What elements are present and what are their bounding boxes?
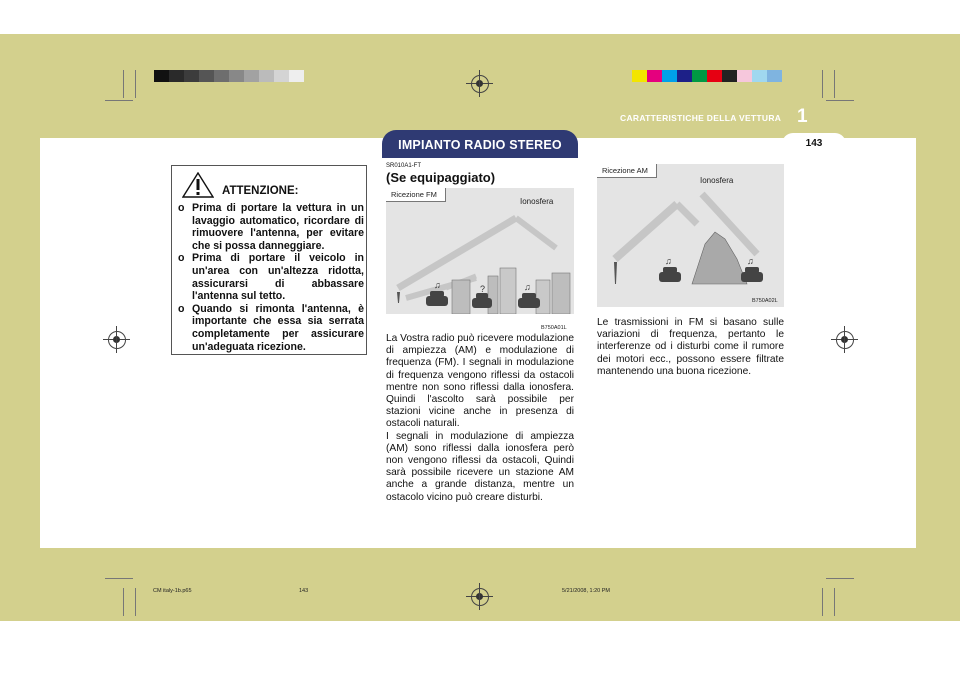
am-reception-figure — [597, 164, 784, 307]
registration-mark-icon — [471, 75, 489, 93]
middle-body-text: La Vostra radio può ricevere modulazione di ampiezza (AM) e modulazione di frequenza (FM). I segnali in modulazione di frequenza vengono riflessi da ostacoli mentre non sono riflessi dalla ionosfera. Quindi l'ascolto sarà possibile per stazioni vicine anche in presenza di ostacoli naturali. I segnali in modulazione di ampiezza (AM) sono riflessi dalla ionosfera però non vengono riflessi da ostacoli, Quindi sarà possibile ricevere un stazione AM anche a grande distanza, mentre un ostacolo vicino può creare disturbi. — [386, 333, 575, 503]
chapter-title: CARATTERISTICHE DELLA VETTURA — [620, 113, 782, 123]
crop-mark — [822, 70, 823, 98]
page-background-left — [0, 34, 40, 621]
grayscale-calibration-bar — [154, 70, 304, 82]
page-background-bottom — [0, 548, 960, 621]
fm-figure-code: B750A01L — [541, 325, 567, 331]
calibration-swatch — [199, 70, 214, 82]
warning-box — [171, 165, 367, 355]
footer-filename: CM italy-1b.p65 — [153, 588, 192, 594]
calibration-swatch — [229, 70, 244, 82]
svg-text:♫: ♫ — [524, 282, 531, 292]
am-diagram — [597, 164, 784, 307]
calibration-swatch — [752, 70, 767, 82]
footer-page: 143 — [299, 588, 309, 594]
crop-mark — [135, 588, 136, 616]
crop-mark — [826, 578, 854, 579]
calibration-swatch — [259, 70, 274, 82]
crop-mark — [123, 70, 124, 98]
crop-mark — [822, 588, 823, 616]
warning-bullet: o — [178, 302, 185, 315]
question-mark: ? — [480, 284, 486, 294]
warning-bullet: o — [178, 252, 185, 265]
fm-figure-label: Ricezione FM — [386, 188, 446, 202]
calibration-swatch — [632, 70, 647, 82]
registration-mark-icon — [108, 331, 126, 349]
calibration-swatch — [662, 70, 677, 82]
warning-text: Prima di portare il veicolo in un'area con un'altezza ridotta, assicurarsi di abbassare l'antenna sul tetto. — [192, 252, 364, 303]
warning-item — [178, 303, 364, 353]
warning-title: ATTENZIONE: — [222, 185, 299, 197]
warning-triangle-icon — [182, 172, 214, 198]
calibration-swatch — [722, 70, 737, 82]
crop-mark — [834, 588, 835, 616]
am-ionosphere-label: Ionosfera — [700, 176, 734, 185]
crop-mark — [135, 70, 136, 98]
page-number: 143 — [782, 133, 846, 155]
warning-text: Prima di portare la vettura in un lavaggio automatico, ricordare di rimuovere l'antenna, per evitare che si possa danneggiare. — [192, 202, 364, 252]
calibration-swatch — [647, 70, 662, 82]
warning-item — [178, 202, 364, 252]
calibration-swatch — [767, 70, 782, 82]
fm-ionosphere-label: Ionosfera — [520, 197, 554, 206]
svg-text:♫: ♫ — [747, 256, 754, 266]
svg-text:♫: ♫ — [434, 280, 441, 290]
calibration-swatch — [692, 70, 707, 82]
fm-reception-figure — [386, 188, 574, 314]
footer-date: 5/21/2008, 1:20 PM — [562, 588, 611, 594]
calibration-swatch — [289, 70, 304, 82]
color-calibration-bar — [632, 70, 782, 82]
right-body-text: Le trasmissioni in FM si basano sulle variazioni di frequenza, pertanto le interferenze od i disturbi come il rumore dei motori ecc., possono essere filtrate mantenendo una buona ricezione. — [597, 317, 784, 377]
chapter-number: 1 — [797, 106, 808, 127]
crop-mark — [826, 100, 854, 101]
warning-bullet: o — [178, 202, 185, 214]
section-code: SR010A1-FT — [386, 163, 422, 169]
calibration-swatch — [214, 70, 229, 82]
calibration-swatch — [707, 70, 722, 82]
calibration-swatch — [154, 70, 169, 82]
warning-list — [178, 202, 364, 353]
section-heading: (Se equipaggiato) — [386, 170, 496, 185]
calibration-swatch — [169, 70, 184, 82]
fm-diagram — [386, 188, 574, 314]
crop-mark — [123, 588, 124, 616]
svg-text:♫: ♫ — [665, 256, 672, 266]
calibration-swatch — [244, 70, 259, 82]
am-figure-code: B750A02L — [752, 298, 778, 304]
calibration-swatch — [274, 70, 289, 82]
crop-mark — [834, 70, 835, 98]
registration-mark-icon — [836, 331, 854, 349]
warning-text: Quando si rimonta l'antenna, è importante che essa sia serrata completamente per assicurare un'adeguata ricezione. — [192, 302, 364, 353]
calibration-swatch — [184, 70, 199, 82]
calibration-swatch — [677, 70, 692, 82]
crop-mark — [105, 100, 133, 101]
section-title-tab: IMPIANTO RADIO STEREO — [382, 130, 578, 158]
warning-item — [178, 252, 364, 302]
crop-mark — [105, 578, 133, 579]
calibration-swatch — [737, 70, 752, 82]
am-figure-label: Ricezione AM — [597, 164, 657, 178]
page-background-right — [916, 34, 960, 621]
registration-mark-icon — [471, 588, 489, 606]
